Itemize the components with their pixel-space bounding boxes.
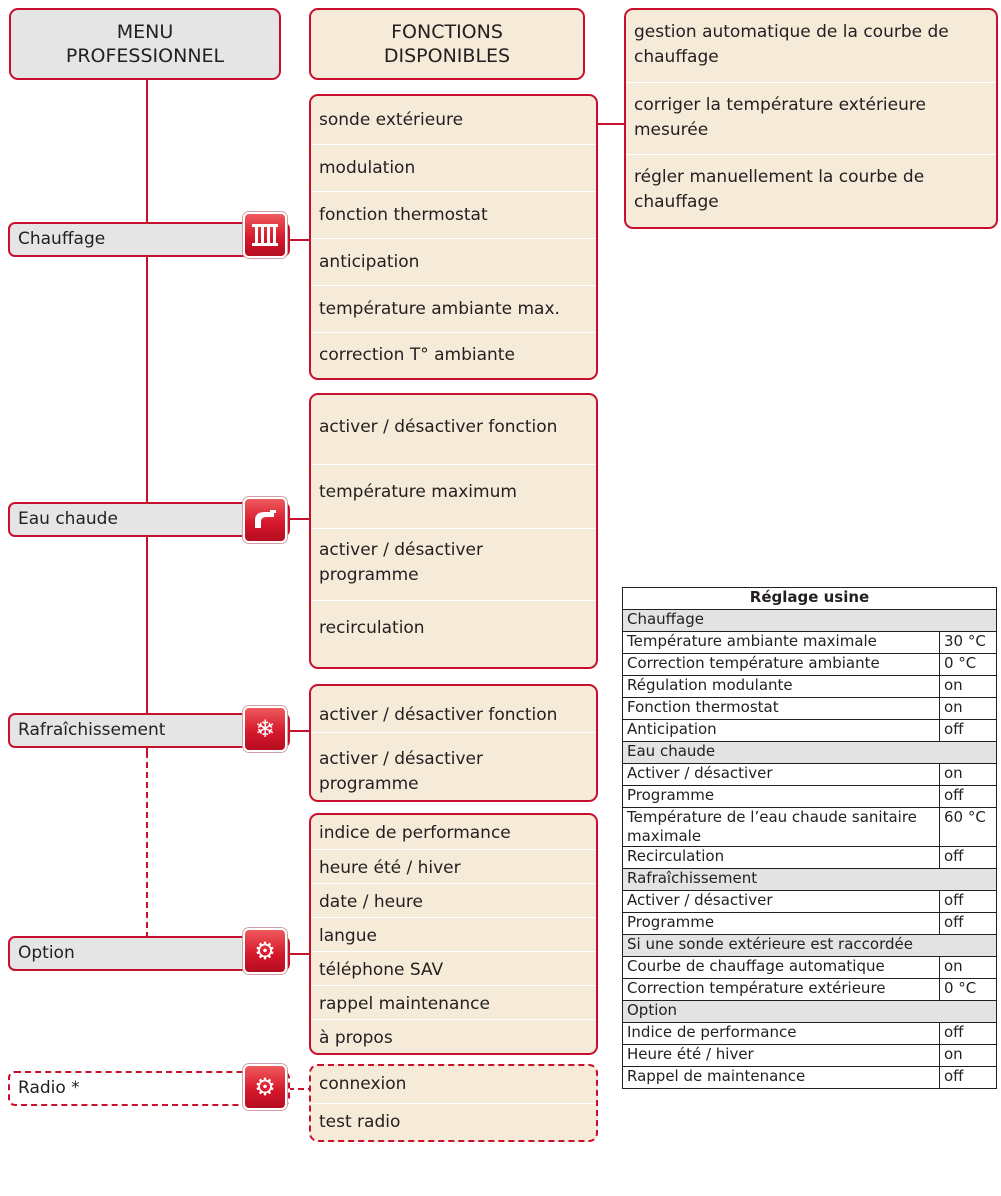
table-row — [623, 1023, 997, 1045]
table-section-label: Option — [623, 1001, 997, 1023]
functions-option — [309, 813, 598, 1055]
water-tap-icon — [243, 497, 287, 543]
table-row — [623, 632, 997, 654]
setting-label: Anticipation — [623, 720, 940, 742]
table-row — [623, 676, 997, 698]
function-item[interactable]: test radio — [311, 1103, 596, 1140]
table-title: Réglage usine — [623, 588, 997, 610]
setting-value: off — [940, 786, 997, 808]
table-section-row — [623, 869, 997, 891]
functions-eau-chaude — [309, 393, 598, 669]
table-row — [623, 720, 997, 742]
table-section-label: Eau chaude — [623, 742, 997, 764]
setting-label: Fonction thermostat — [623, 698, 940, 720]
menu-item-label: Eau chaude — [18, 509, 118, 529]
setting-value: on — [940, 698, 997, 720]
table-row — [623, 698, 997, 720]
function-item[interactable]: activer / désactiver programme — [311, 528, 596, 600]
gears-icon: ⚙ — [243, 1064, 287, 1110]
radiator-icon — [243, 212, 287, 258]
table-section-row — [623, 1001, 997, 1023]
header-menu-professionnel — [9, 8, 281, 80]
function-item[interactable]: fonction thermostat — [311, 191, 596, 238]
table-row — [623, 808, 997, 847]
setting-value: on — [940, 764, 997, 786]
table-section-row — [623, 935, 997, 957]
table-section-label: Chauffage — [623, 610, 997, 632]
table-section-row — [623, 742, 997, 764]
function-item[interactable]: rappel maintenance — [311, 985, 596, 1019]
gears-icon: ⚙ — [243, 928, 287, 974]
function-item[interactable]: recirculation — [311, 600, 596, 667]
table-row — [623, 979, 997, 1001]
menu-item-label: Radio * — [18, 1078, 80, 1098]
setting-value: off — [940, 913, 997, 935]
setting-value: on — [940, 1045, 997, 1067]
function-item[interactable]: connexion — [319, 1074, 407, 1094]
menu-item-label: Rafraîchissement — [18, 720, 166, 740]
functions-rafraichissement — [309, 684, 598, 802]
setting-value: off — [940, 1023, 997, 1045]
table-row — [623, 1045, 997, 1067]
menu-item-label: Option — [18, 943, 75, 963]
table-row — [623, 913, 997, 935]
table-section-label: Si une sonde extérieure est raccordée — [623, 935, 997, 957]
table-row — [623, 654, 997, 676]
setting-value: off — [940, 1067, 997, 1089]
table-row — [623, 847, 997, 869]
header-func-line2: DISPONIBLES — [383, 45, 511, 67]
setting-value: off — [940, 891, 997, 913]
setting-value: on — [940, 676, 997, 698]
setting-value: on — [940, 957, 997, 979]
table-row — [623, 786, 997, 808]
function-item[interactable]: activer / désactiver fonction — [319, 417, 558, 437]
setting-value: off — [940, 847, 997, 869]
setting-label: Activer / désactiver — [623, 891, 940, 913]
setting-label: Recirculation — [623, 847, 940, 869]
setting-value: 0 °C — [940, 979, 997, 1001]
setting-label: Rappel de maintenance — [623, 1067, 940, 1089]
table-row — [623, 957, 997, 979]
setting-label: Courbe de chauffage automatique — [623, 957, 940, 979]
setting-label: Température ambiante maximale — [623, 632, 940, 654]
function-item[interactable]: à propos — [311, 1019, 596, 1053]
sonde-exterieure-options — [624, 8, 998, 229]
setting-label: Programme — [623, 786, 940, 808]
function-item[interactable]: activer / désactiver programme — [311, 732, 596, 800]
setting-value: 0 °C — [940, 654, 997, 676]
header-menu-line2: PROFESSIONNEL — [65, 45, 225, 67]
setting-label: Indice de performance — [623, 1023, 940, 1045]
function-item[interactable]: indice de performance — [319, 823, 511, 843]
function-item[interactable]: activer / désactiver fonction — [319, 705, 558, 725]
sonde-option-item[interactable]: régler manuellement la courbe de chauffage — [626, 154, 996, 227]
function-item[interactable]: heure été / hiver — [311, 849, 596, 883]
setting-value: 30 °C — [940, 632, 997, 654]
sonde-option-item[interactable]: gestion automatique de la courbe de chauffage — [634, 22, 949, 67]
function-item[interactable]: date / heure — [311, 883, 596, 917]
setting-label: Correction température extérieure — [623, 979, 940, 1001]
setting-label: Programme — [623, 913, 940, 935]
setting-label: Correction température ambiante — [623, 654, 940, 676]
table-row — [623, 891, 997, 913]
function-item[interactable]: température ambiante max. — [311, 285, 596, 332]
setting-value: 60 °C — [940, 808, 997, 847]
menu-item-label: Chauffage — [18, 229, 106, 249]
function-item[interactable]: modulation — [311, 144, 596, 191]
header-menu-line1: MENU — [116, 21, 174, 43]
function-item[interactable]: sonde extérieure — [319, 110, 464, 130]
setting-label: Activer / désactiver — [623, 764, 940, 786]
function-item[interactable]: langue — [311, 917, 596, 951]
table-section-row — [623, 610, 997, 632]
table-row — [623, 1067, 997, 1089]
header-func-line1: FONCTIONS — [391, 21, 503, 43]
functions-radio — [309, 1064, 598, 1142]
setting-label: Régulation modulante — [623, 676, 940, 698]
setting-value: off — [940, 720, 997, 742]
setting-label: Heure été / hiver — [623, 1045, 940, 1067]
snowflake-icon: ❄ — [243, 706, 287, 752]
table-section-label: Rafraîchissement — [623, 869, 997, 891]
header-fonctions-disponibles — [309, 8, 585, 80]
setting-label: Température de l’eau chaude sanitaire maximale — [623, 808, 940, 847]
table-row — [623, 764, 997, 786]
function-item[interactable]: correction T° ambiante — [311, 332, 596, 378]
sonde-option-item[interactable]: corriger la température extérieure mesurée — [626, 82, 996, 154]
function-item[interactable]: température maximum — [311, 464, 596, 528]
function-item[interactable]: anticipation — [311, 238, 596, 285]
factory-settings-table — [622, 587, 997, 1089]
functions-chauffage — [309, 94, 598, 380]
function-item[interactable]: téléphone SAV — [311, 951, 596, 985]
